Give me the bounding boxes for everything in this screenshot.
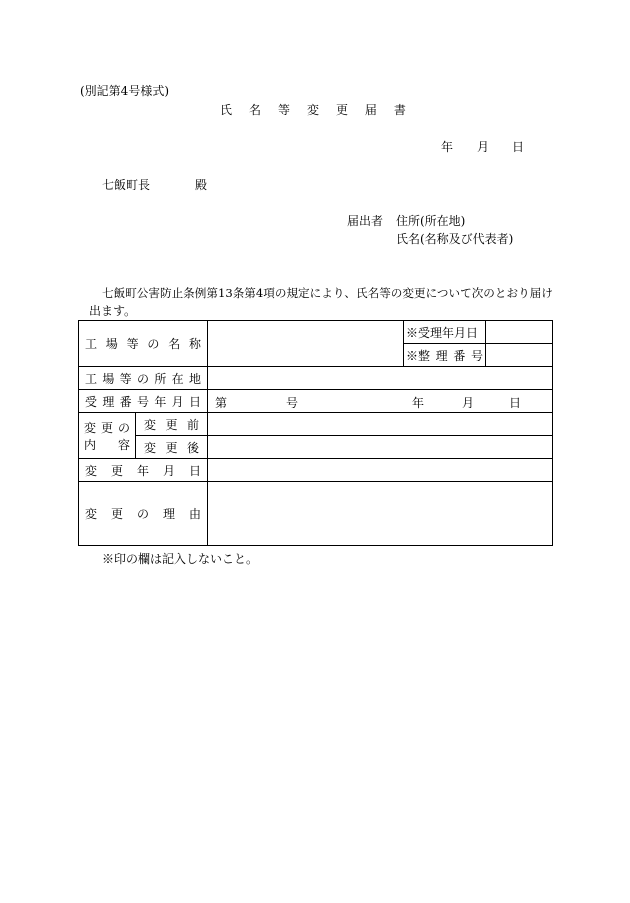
change-reason-field[interactable]	[208, 482, 553, 546]
factory-name-field[interactable]	[208, 321, 404, 367]
after-change-label: 変 更 後	[136, 436, 208, 459]
form-number: (別記第4号様式)	[80, 84, 169, 98]
applicant-address: 住所(所在地)	[396, 214, 466, 228]
title-char: 等	[277, 103, 290, 117]
title-char: 書	[393, 103, 406, 117]
change-date-field[interactable]	[208, 459, 553, 482]
before-change-field[interactable]	[208, 413, 553, 436]
title-char: 名	[248, 103, 261, 117]
date-month: 月	[477, 140, 490, 154]
received-date-field[interactable]	[486, 321, 553, 344]
received-date-label: ※受理年月日	[404, 321, 486, 344]
receipt-number-date-field[interactable]	[208, 390, 553, 413]
change-reason-label: 変 更 の 理 由	[79, 482, 208, 546]
addressee-honorific: 殿	[195, 178, 208, 192]
change-date-label: 変 更 年 月 日	[79, 459, 208, 482]
receipt-dai: 第	[215, 396, 228, 410]
before-change-label: 変 更 前	[136, 413, 208, 436]
form-table	[78, 320, 553, 546]
body-text-line1: 七飯町公害防止条例第13条第4項の規定により、氏名等の変更について次のとおり届け	[102, 286, 553, 300]
serial-number-label: ※整 理 番 号	[404, 344, 486, 367]
receipt-year: 年	[412, 396, 425, 410]
receipt-month: 月	[462, 396, 475, 410]
note: ※印の欄は記入しないこと。	[102, 552, 259, 566]
factory-name-label: 工 場 等 の 名 称	[79, 321, 208, 367]
body-text-line2: 出ます。	[89, 304, 137, 318]
applicant-label: 届出者	[347, 214, 384, 228]
change-content-label: 変 更 の 内 容	[79, 413, 136, 459]
applicant-name: 氏名(名称及び代表者)	[396, 232, 514, 246]
factory-location-label: 工 場 等 の 所 在 地	[79, 367, 208, 390]
title-char: 更	[335, 103, 348, 117]
title-char: 氏	[220, 103, 233, 117]
document-title	[220, 101, 406, 118]
serial-number-field[interactable]	[486, 344, 553, 367]
receipt-day: 日	[509, 396, 522, 410]
after-change-field[interactable]	[208, 436, 553, 459]
addressee-office: 七飯町長	[102, 178, 151, 192]
factory-location-field[interactable]	[208, 367, 553, 390]
title-char: 届	[364, 103, 377, 117]
receipt-number-date-label: 受 理 番 号 年 月 日	[79, 390, 208, 413]
receipt-go: 号	[286, 396, 299, 410]
date-day: 日	[512, 140, 525, 154]
title-char: 変	[306, 103, 319, 117]
date-year: 年	[441, 140, 454, 154]
